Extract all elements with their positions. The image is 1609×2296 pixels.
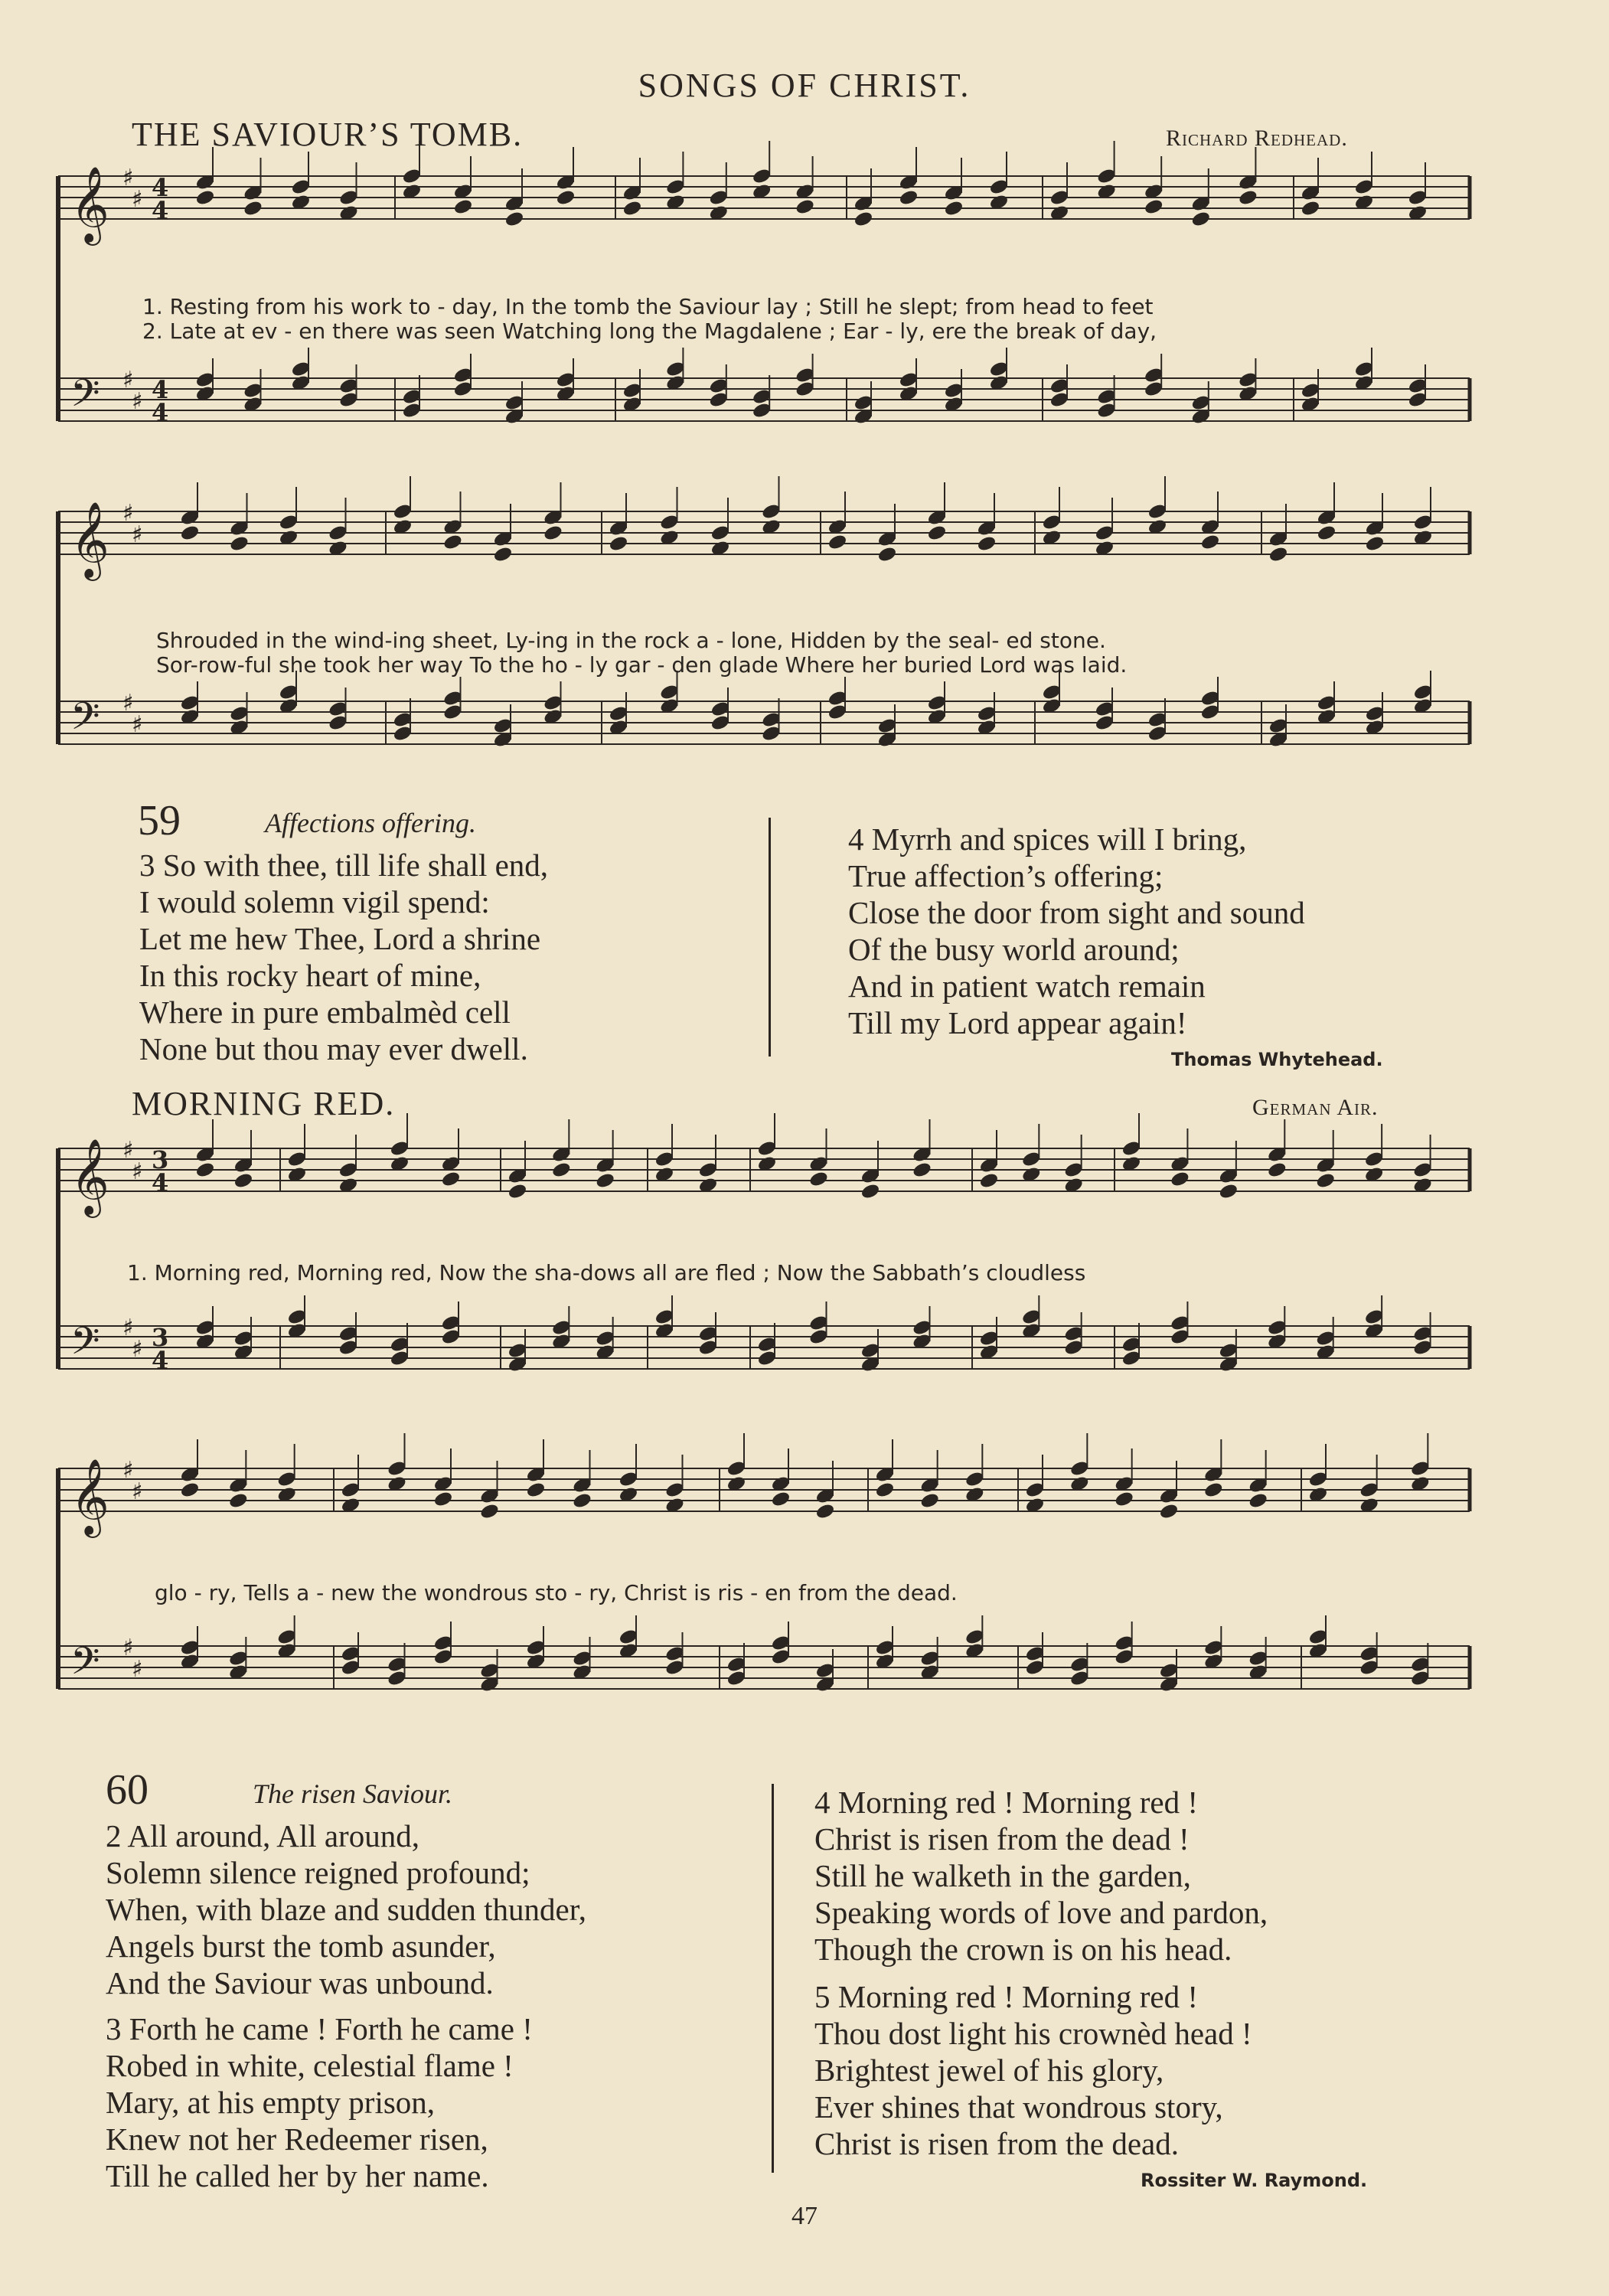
time-signature: 4 [152,398,169,427]
hymn-59-subtitle: Affections offering. [265,808,476,838]
note-head [230,535,250,552]
hymn-59-stanza-4 [848,821,1305,1041]
note-head [1159,1503,1179,1520]
note-head [180,1481,200,1498]
verse-line: Angels burst the tomb asunder, [106,1929,496,1964]
note-head [493,546,513,563]
verse-line: 2 All around, All around, [106,1818,419,1853]
verse-line: In this rocky heart of mine, [139,958,481,993]
composer-redhead: Richard Redhead. [1166,126,1348,151]
note-head [1191,211,1211,227]
treble-clef: 𝄞 [70,1138,109,1215]
treble-clef: 𝄞 [70,166,109,243]
sharp-sign: ♯ [132,186,143,213]
note-head [815,1503,835,1520]
sharp-sign: ♯ [132,711,143,738]
note-head [912,1161,932,1178]
hymn-60-subtitle: The risen Saviour. [253,1778,452,1809]
verse-line: True affection’s offering; [848,858,1164,893]
note-head [441,1171,461,1187]
note-head [609,535,628,552]
verse-line: None but thou may ever dwell. [139,1031,528,1066]
note-head [977,535,997,552]
note-head [860,1183,880,1200]
note-head [526,1481,546,1498]
sharp-sign: ♯ [132,521,143,548]
note-head [875,1481,895,1498]
sharp-sign: ♯ [122,1137,134,1164]
verse-line: Of the busy world around; [848,932,1180,967]
verse-line: Brightest jewel of his glory, [814,2053,1164,2088]
composer-german-air: German Air. [1252,1095,1379,1120]
note-head [180,524,200,541]
note-head [195,189,215,206]
note-head [877,546,897,563]
note-head [1200,534,1220,550]
note-head [795,198,815,215]
lyrics-saviours-tomb-sys2-verse2: Sor-row-ful she took her way To the ho - ly gar - den glade Where her buried Lord was laid. [156,652,1128,678]
sharp-sign: ♯ [132,1656,143,1683]
note-head [1317,524,1336,541]
hymn-60-stanza-5 [814,1978,1252,2162]
hymn-60-stanza-2 [106,1818,586,2001]
verse-line: Ever shines that wondrous story, [814,2089,1223,2125]
note-head [1301,200,1320,217]
sharp-sign: ♯ [122,690,134,717]
treble-clef: 𝄞 [70,1458,109,1535]
note-head [899,189,919,206]
note-head [556,189,576,206]
note-head [243,200,263,217]
verse-line: 3 So with thee, till life shall end, [139,848,549,883]
note-head [480,1503,500,1520]
hymn-number-60: 60 [106,1766,148,1814]
verse-line: And the Saviour was unbound. [106,1965,494,2000]
hymn-59-stanza-3 [139,847,548,1067]
bass-clef: 𝄢 [70,694,100,748]
running-head: SONGS OF CHRIST. [638,67,971,104]
note-head [1144,198,1164,215]
note-head [453,198,473,215]
time-signature: 4 [152,173,169,202]
note-head [504,211,524,227]
verse-line: 5 Morning red ! Morning red ! [814,1979,1199,2014]
verse-line: Solemn silence reigned profound; [106,1855,530,1890]
note-head [551,1161,571,1178]
hymn-60-stanza-3 [106,2010,533,2194]
time-signature: 4 [152,375,169,404]
lyrics-saviours-tomb-sys2-verse1: Shrouded in the wind-ing sheet, Ly-ing in the rock a - lone, Hidden by the seal- ed stone. [156,628,1106,653]
verse-line: Where in pure embalmèd cell [139,994,511,1030]
sharp-sign: ♯ [132,1336,143,1363]
hymn-number-59: 59 [138,797,181,844]
sharp-sign: ♯ [122,1457,134,1484]
sharp-sign: ♯ [122,1315,134,1341]
verse-line: Till my Lord appear again! [848,1005,1187,1040]
verse-line: Christ is risen from the dead ! [814,1821,1190,1857]
bass-clef: 𝄢 [70,1319,100,1373]
sharp-sign: ♯ [122,500,134,527]
verse-line: And in patient watch remain [848,968,1206,1004]
time-signature: 3 [152,1145,169,1174]
verse-line: 4 Myrrh and spices will I bring, [848,821,1247,857]
note-head [543,524,563,541]
note-head [443,534,463,550]
lyrics-morning-red-sys1: 1. Morning red, Morning red, Now the sha-dows all are fled ; Now the Sabbath’s cloudless [127,1260,1086,1285]
verse-line: Thou dost light his crownèd head ! [814,2016,1252,2051]
verse-line: 3 Forth he came ! Forth he came ! [106,2011,533,2046]
hymn-60-author: Rossiter W. Raymond. [1141,2170,1368,2191]
verse-line: Though the crown is on his head. [814,1932,1232,1967]
note-head [853,211,873,227]
note-head [944,200,964,217]
column-divider [769,818,771,1057]
note-head [1238,189,1258,206]
sharp-sign: ♯ [132,1158,143,1185]
note-head [1115,1491,1134,1507]
verse-line: Christ is risen from the dead. [814,2126,1179,2161]
verse-line: I would solemn vigil spend: [139,884,490,919]
page-number: 47 [791,2202,818,2230]
note-head [573,1492,592,1509]
note-head [1203,1481,1223,1498]
note-head [596,1172,615,1189]
note-head [1170,1171,1190,1187]
note-head [771,1491,791,1507]
hymn-60-stanza-4 [814,1784,1268,1968]
note-head [1316,1172,1336,1189]
note-head [228,1492,248,1509]
treble-clef: 𝄞 [70,501,109,578]
time-signature: 3 [152,1323,169,1352]
note-head [920,1492,940,1509]
lyrics-saviours-tomb-sys1-verse2: 2. Late at ev - en there was seen Watching long the Magdalene ; Ear - ly, ere the break of day, [142,318,1157,344]
note-head [195,1161,215,1178]
verse-line: 4 Morning red ! Morning red ! [814,1785,1199,1820]
note-head [1248,1492,1268,1509]
lyrics-morning-red-sys2: glo - ry, Tells a - new the wondrous sto - ry, Christ is ris - en from the dead. [155,1580,958,1605]
verse-line: Mary, at his empty prison, [106,2085,436,2120]
note-head [927,524,947,541]
note-head [827,534,847,550]
sharp-sign: ♯ [132,388,143,415]
note-head [809,1171,829,1187]
verse-line: Let me hew Thee, Lord a shrine [139,921,541,956]
sharp-sign: ♯ [122,165,134,191]
sharp-sign: ♯ [122,1635,134,1661]
note-head [1219,1183,1239,1200]
note-head [1267,1161,1287,1178]
verse-line: Close the door from sight and sound [848,895,1305,930]
sharp-sign: ♯ [122,367,134,394]
note-head [622,200,642,217]
time-signature: 4 [152,1168,169,1197]
note-head [979,1172,999,1189]
bass-clef: 𝄢 [70,371,100,425]
hymn-59-author: Thomas Whytehead. [1171,1049,1383,1070]
verse-line: Speaking words of love and pardon, [814,1895,1268,1930]
note-head [1268,546,1288,563]
time-signature: 4 [152,1346,169,1375]
column-divider [772,1784,774,2173]
verse-line: When, with blaze and sudden thunder, [106,1892,586,1927]
tune-title-saviours-tomb: THE SAVIOUR’S TOMB. [132,116,524,153]
note-head [233,1172,253,1189]
note-head [508,1183,527,1200]
note-head [433,1491,453,1507]
verse-line: Till he called her by her name. [106,2158,489,2193]
note-head [1365,535,1385,552]
lyrics-saviours-tomb-sys1-verse1: 1. Resting from his work to - day, In the tomb the Saviour lay ; Still he slept; from head to feet [142,294,1154,319]
verse-line: Robed in white, celestial flame ! [106,2048,514,2083]
bass-clef: 𝄢 [70,1639,100,1693]
verse-line: Knew not her Redeemer risen, [106,2121,488,2157]
verse-line: Still he walketh in the garden, [814,1858,1191,1893]
sharp-sign: ♯ [132,1478,143,1505]
time-signature: 4 [152,196,169,225]
tune-title-morning-red: MORNING RED. [132,1085,396,1122]
